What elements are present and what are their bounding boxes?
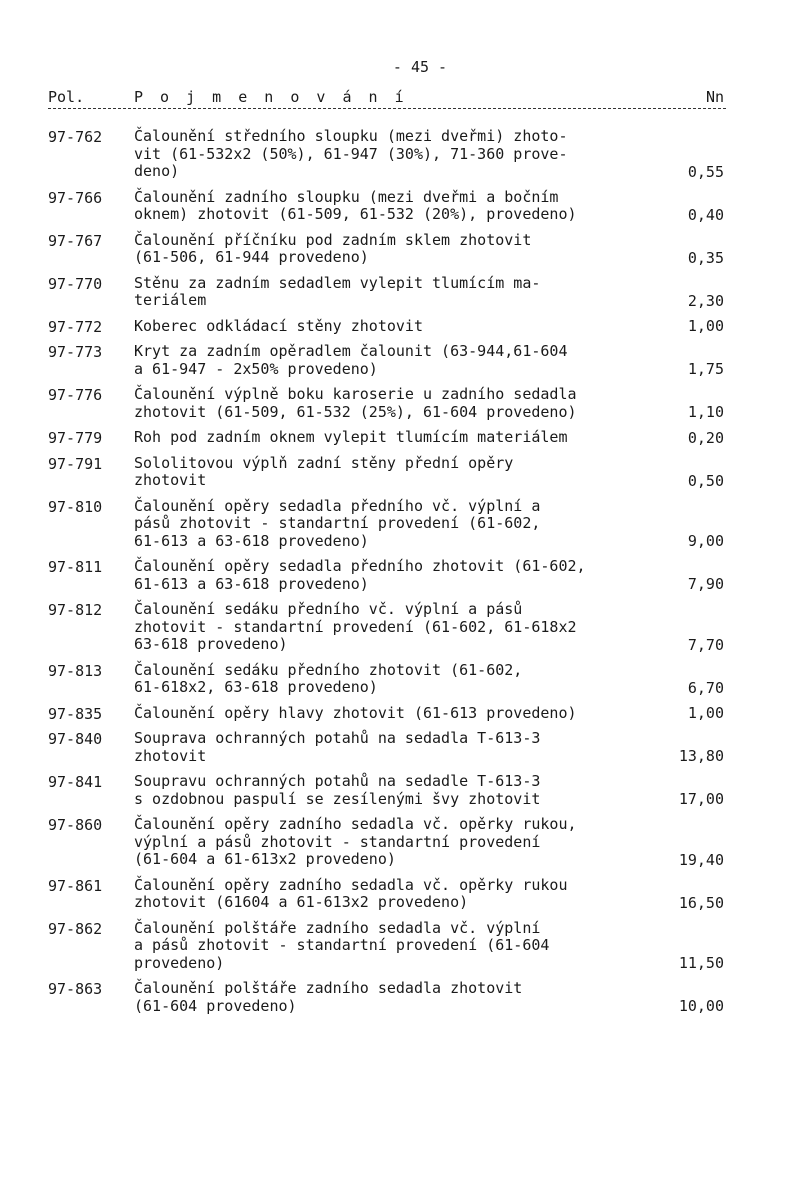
description-line: 63-618 provedeno) — [134, 635, 288, 653]
description-line: Soupravu ochranných potahů na sedadle T-613-3 — [134, 772, 541, 790]
item-code: 97-791 — [48, 454, 103, 473]
page-number: - 45 - — [392, 58, 448, 76]
description-line: zhotovit — [134, 471, 207, 489]
description-line: Čalounění sedáku předního vč. výplní a pásů — [134, 600, 523, 618]
item-value: 9,00 — [687, 532, 724, 550]
item-description — [134, 730, 664, 765]
description-line: zhotovit (61-509, 61-532 (25%), 61-604 provedeno) — [134, 402, 577, 421]
list-item — [48, 662, 726, 697]
description-line: Sololitovou výplň zadní stěny přední opěry — [134, 453, 514, 472]
item-code: 97-835 — [48, 704, 103, 723]
item-value: 7,90 — [687, 575, 724, 593]
item-value: 1,10 — [687, 403, 724, 421]
description-line: (61-506, 61-944 provedeno) — [134, 248, 369, 266]
description-line: Čalounění polštáře zadního sedadla vč. výplní — [134, 918, 541, 937]
item-code: 97-861 — [48, 876, 103, 895]
list-item — [48, 558, 726, 593]
description-line: a 61-947 - 2x50% provedeno) — [134, 359, 378, 378]
description-line: s ozdobnou paspulí se zesílenými švy zhotovit — [134, 789, 541, 808]
list-item — [48, 189, 726, 224]
item-value: 0,40 — [687, 205, 724, 224]
list-item — [48, 232, 726, 267]
item-description — [134, 343, 664, 378]
description-line: Čalounění výplně boku karoserie u zadního sedadla — [134, 385, 577, 403]
description-line: Čalounění sedáku předního zhotovit (61-602, — [134, 660, 523, 679]
description-line: zhotovit — [134, 746, 207, 765]
list-item — [48, 980, 726, 1015]
item-code: 97-863 — [48, 980, 103, 998]
description-line: Čalounění opěry sedadla předního vč. výplní a — [134, 496, 541, 515]
list-item — [48, 601, 726, 654]
item-code: 97-762 — [48, 128, 103, 146]
description-line: 61-613 a 63-618 provedeno) — [134, 574, 369, 593]
item-description — [134, 232, 664, 267]
description-line: Čalounění středního sloupku (mezi dveřmi) zhoto- — [134, 127, 568, 145]
item-description — [134, 318, 664, 336]
description-line: provedeno) — [134, 953, 225, 972]
header-name: P o j m e n o v á n í — [134, 88, 408, 106]
item-code: 97-776 — [48, 386, 103, 404]
list-item — [48, 816, 726, 869]
item-code: 97-862 — [48, 919, 103, 938]
description-line: Čalounění opěry sedadla předního zhotovit (61-602, — [134, 557, 586, 575]
item-list — [48, 128, 726, 1023]
description-line: a pásů zhotovit - standartní provedení (61-604 — [134, 936, 550, 954]
description-line: výplní a pásů zhotovit - standartní provedení — [134, 832, 541, 851]
item-description — [134, 386, 664, 421]
item-value: 19,40 — [678, 850, 724, 869]
description-line: Čalounění polštáře zadního sedadla zhotovit — [134, 979, 523, 997]
item-description — [134, 601, 664, 654]
header-pol: Pol. — [48, 88, 85, 106]
list-item — [48, 343, 726, 378]
item-code: 97-860 — [48, 816, 103, 834]
list-item — [48, 386, 726, 421]
description-line: Stěnu za zadním sedadlem vylepit tlumícím ma- — [134, 273, 541, 292]
description-line: Koberec odkládací stěny zhotovit — [134, 316, 423, 335]
item-value: 0,55 — [687, 162, 724, 181]
item-description — [134, 773, 664, 808]
item-code: 97-770 — [48, 274, 103, 293]
item-description — [134, 877, 664, 912]
item-value: 1,00 — [687, 317, 724, 335]
item-description — [134, 980, 664, 1015]
list-item — [48, 705, 726, 723]
list-item — [48, 318, 726, 336]
item-description — [134, 128, 664, 181]
item-value: 7,70 — [687, 635, 724, 654]
item-value: 0,20 — [687, 428, 724, 447]
description-line: Roh pod zadním oknem vylepit tlumícím materiálem — [134, 428, 568, 446]
list-item — [48, 877, 726, 912]
description-line: 61-618x2, 63-618 provedeno) — [134, 678, 378, 696]
item-description — [134, 558, 664, 593]
list-item — [48, 455, 726, 490]
table-header — [48, 88, 726, 109]
item-value: 0,35 — [687, 248, 724, 267]
list-item — [48, 920, 726, 973]
header-nn: Nn — [705, 88, 724, 106]
item-description — [134, 920, 664, 973]
description-line: Souprava ochranných potahů na sedadla T-613-3 — [134, 729, 541, 747]
description-line: Čalounění zadního sloupku (mezi dveřmi a bočním — [134, 187, 559, 206]
list-item — [48, 128, 726, 181]
item-code: 97-841 — [48, 773, 103, 791]
item-description — [134, 275, 664, 310]
item-value: 6,70 — [687, 678, 724, 697]
item-value: 1,75 — [687, 360, 724, 378]
item-description — [134, 705, 664, 723]
item-value: 17,00 — [678, 790, 724, 808]
description-line: teriálem — [134, 291, 207, 309]
item-code: 97-767 — [48, 231, 103, 250]
list-item — [48, 773, 726, 808]
item-value: 0,50 — [687, 471, 724, 490]
description-line: Čalounění příčníku pod zadním sklem zhotovit — [134, 230, 532, 249]
list-item — [48, 275, 726, 310]
item-description — [134, 816, 664, 869]
item-value: 13,80 — [678, 747, 724, 765]
list-item — [48, 429, 726, 447]
item-code: 97-813 — [48, 661, 103, 680]
description-line: Čalounění opěry zadního sedadla vč. opěrky rukou — [134, 875, 568, 894]
item-description — [134, 189, 664, 224]
item-code: 97-766 — [48, 188, 103, 207]
description-line: 61-613 a 63-618 provedeno) — [134, 531, 369, 550]
item-value: 10,00 — [678, 997, 724, 1015]
item-code: 97-811 — [48, 558, 103, 576]
description-line: vit (61-532x2 (50%), 61-947 (30%), 71-360 prove- — [134, 144, 568, 163]
description-line: zhotovit - standartní provedení (61-602, 61-618x2 — [134, 617, 577, 636]
item-code: 97-812 — [48, 601, 103, 619]
list-item — [48, 730, 726, 765]
item-value: 2,30 — [687, 291, 724, 310]
description-line: zhotovit (61604 a 61-613x2 provedeno) — [134, 893, 469, 911]
item-value: 11,50 — [678, 954, 724, 972]
description-line: oknem) zhotovit (61-509, 61-532 (20%), provedeno) — [134, 205, 577, 223]
item-description — [134, 498, 664, 551]
list-item — [48, 498, 726, 551]
item-description — [134, 455, 664, 490]
description-line: deno) — [134, 162, 180, 180]
item-code: 97-773 — [48, 343, 103, 361]
description-line: Čalounění opěry zadního sedadla vč. opěrky rukou, — [134, 815, 577, 833]
item-description — [134, 662, 664, 697]
description-line: (61-604 a 61-613x2 provedeno) — [134, 850, 396, 868]
description-line: (61-604 provedeno) — [134, 996, 297, 1015]
description-line: pásů zhotovit - standartní provedení (61-602, — [134, 514, 541, 532]
item-value: 1,00 — [687, 704, 724, 722]
item-code: 97-840 — [48, 730, 103, 748]
item-code: 97-772 — [48, 317, 103, 336]
item-description — [134, 429, 664, 447]
item-value: 16,50 — [678, 893, 724, 912]
item-code: 97-810 — [48, 497, 103, 516]
item-code: 97-779 — [48, 429, 103, 447]
description-line: Čalounění opěry hlavy zhotovit (61-613 provedeno) — [134, 703, 577, 722]
description-line: Kryt za zadním opěradlem čalounit (63-944,61-604 — [134, 342, 568, 360]
